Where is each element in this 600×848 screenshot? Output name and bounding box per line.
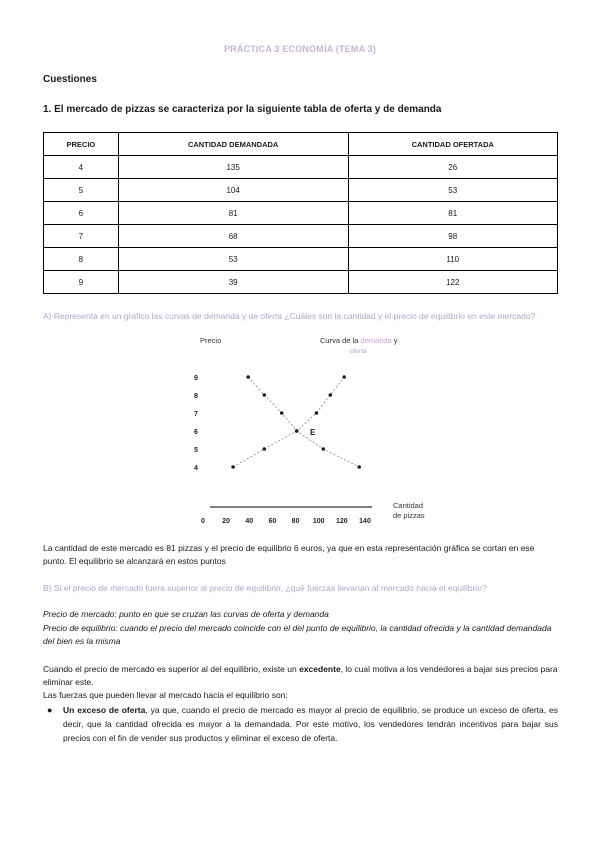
x-tick-label: 100 xyxy=(312,518,325,525)
paragraph-text: Cuando el precio de mercado es superior al del equilibrio, existe un xyxy=(43,664,300,674)
data-point-oferta xyxy=(231,465,235,469)
definition-precio-equilibrio xyxy=(43,622,558,648)
answer-a-text: La cantidad de este mercado es 81 pizzas y el precio de equilibrio 6 euros, ya que en esta representación gráfica se cortan en ese punto. El equilibrio se alcanzará en estos puntos xyxy=(43,543,535,566)
x-tick-label: 20 xyxy=(222,518,231,525)
supply-demand-table xyxy=(43,132,558,294)
cell-demandada: 53 xyxy=(118,248,348,271)
cell-precio: 4 xyxy=(44,156,119,179)
cell-precio: 6 xyxy=(44,202,119,225)
definition-term: Precio de mercado xyxy=(43,609,115,619)
definition-text: : punto en que se cruzan las curvas de oferta y demanda xyxy=(114,609,329,619)
bullet-icon: ● xyxy=(47,705,53,715)
series-line-demanda xyxy=(248,377,359,467)
data-point-oferta xyxy=(315,411,319,415)
table-row xyxy=(44,225,558,248)
paragraph-text: , lo cual motiva a los vendedores a bajar sus precios para eliminar este. xyxy=(43,664,558,687)
chart-title xyxy=(320,336,398,345)
chart-xlabel-line-1: Cantidad xyxy=(393,501,424,510)
cell-precio: 7 xyxy=(44,225,119,248)
y-tick-labels xyxy=(194,375,198,472)
data-point-oferta xyxy=(263,447,267,451)
table-header-row xyxy=(44,133,558,156)
section-heading: Cuestiones xyxy=(43,74,97,85)
question-b-text: B) Si el precio de mercado fuera superior al precio de equilibrio, ¿qué fuerzas llevarían al mercado hacia el equilibrio? xyxy=(43,583,487,593)
table-row xyxy=(44,202,558,225)
y-tick-label: 5 xyxy=(194,447,198,454)
excedente-paragraph xyxy=(43,663,558,689)
x-tick-label: 40 xyxy=(245,518,254,525)
bullet-text: , ya que, cuando el precio de mercado es mayor al precio de equilibrio, se produce un exceso de oferta, es decir, que la cantidad ofrecida es mayor a la demandada. Por este motivo, los vendedores tendrán incentivos para bajar sus precios con el fin de vender sus productos y eliminar el exceso de oferta. xyxy=(63,705,558,743)
header-precio: PRECIO xyxy=(44,133,119,156)
series-line-oferta xyxy=(233,377,344,467)
table-row xyxy=(44,179,558,202)
equilibrium-label: E xyxy=(310,428,316,437)
cell-precio: 8 xyxy=(44,248,119,271)
cell-ofertada: 53 xyxy=(348,179,557,202)
x-tick-label: 80 xyxy=(291,518,300,525)
cell-demandada: 39 xyxy=(118,271,348,294)
table-row xyxy=(44,156,558,179)
cell-demandada: 81 xyxy=(118,202,348,225)
x-tick-label: 0 xyxy=(201,518,205,525)
data-point-demanda xyxy=(322,447,326,451)
bullet-term: Un exceso de oferta xyxy=(63,705,146,715)
chart-xlabel-line-2: de pizzas xyxy=(393,511,425,520)
data-point-oferta xyxy=(295,429,299,433)
definition-term: Precio de equilibrio xyxy=(43,623,116,633)
chart-title-subline: oferta xyxy=(350,348,367,355)
x-tick-label: 120 xyxy=(336,518,348,525)
y-tick-label: 6 xyxy=(194,429,198,436)
forces-intro: Las fuerzas que pueden llevar al mercado hacia el equilibrio son: xyxy=(43,690,288,700)
definition-precio-mercado xyxy=(43,608,558,621)
data-point-demanda xyxy=(280,411,284,415)
question-1-heading: 1. El mercado de pizzas se caracteriza por la siguiente tabla de oferta y de demanda xyxy=(43,104,442,115)
cell-precio: 5 xyxy=(44,179,119,202)
data-point-demanda xyxy=(357,465,361,469)
y-tick-label: 4 xyxy=(194,465,198,472)
cell-demandada: 68 xyxy=(118,225,348,248)
y-tick-label: 8 xyxy=(194,393,198,400)
y-tick-label: 7 xyxy=(194,411,198,418)
cell-demandada: 104 xyxy=(118,179,348,202)
supply-demand-chart xyxy=(190,330,425,530)
table-row xyxy=(44,248,558,271)
list-item xyxy=(47,703,558,745)
question-a-text: A) Representa en un gráfico las curvas de demanda y de oferta ¿Cuáles son la cantidad y el precio de equilibrio en este mercado? xyxy=(43,311,536,321)
cell-ofertada: 81 xyxy=(348,202,557,225)
table-row xyxy=(44,271,558,294)
cell-ofertada: 122 xyxy=(348,271,557,294)
header-cantidad-ofertada: CANTIDAD OFERTADA xyxy=(348,133,557,156)
chart-title-part-3: y xyxy=(391,336,398,345)
x-tick-label: 60 xyxy=(268,518,277,525)
data-point-demanda xyxy=(246,375,250,379)
series-lines xyxy=(233,377,359,467)
x-tick-labels xyxy=(201,518,371,525)
y-tick-label: 9 xyxy=(194,375,198,382)
document-title: PRÁCTICA 3 ECONOMÍA (TEMA 3) xyxy=(223,44,377,54)
cell-demandada: 135 xyxy=(118,156,348,179)
data-point-oferta xyxy=(342,375,346,379)
cell-ofertada: 26 xyxy=(348,156,557,179)
chart-ylabel: Precio xyxy=(200,336,222,345)
series-points xyxy=(231,375,361,469)
header-cantidad-demandada: CANTIDAD DEMANDADA xyxy=(118,133,348,156)
chart-title-part-1: Curva de la xyxy=(320,336,361,345)
x-tick-label: 140 xyxy=(359,518,371,525)
excedente-term: excedente xyxy=(299,664,341,674)
cell-ofertada: 98 xyxy=(348,225,557,248)
data-point-demanda xyxy=(263,393,267,397)
data-point-oferta xyxy=(328,393,332,397)
chart-title-part-2: demanda xyxy=(360,336,392,345)
forces-list xyxy=(47,703,558,745)
cell-ofertada: 110 xyxy=(348,248,557,271)
definition-text: : cuando el precio del mercado coincide con el del punto de equilibrio, la cantidad ofrecida y la cantidad demandada del bien es la misma xyxy=(43,623,552,646)
cell-precio: 9 xyxy=(44,271,119,294)
